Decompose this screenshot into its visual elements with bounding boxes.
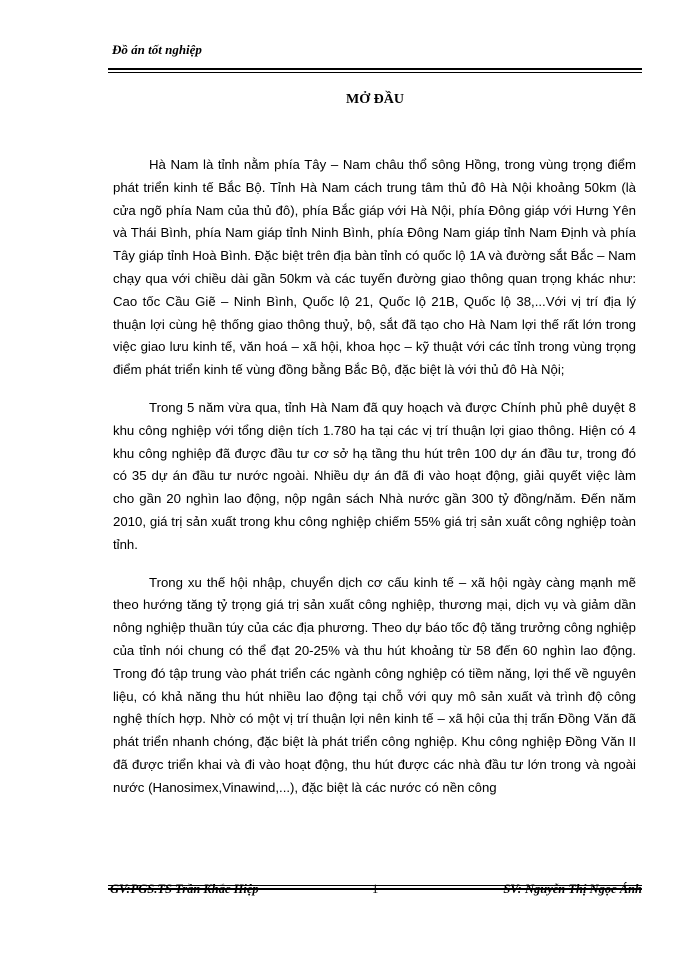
section-title: MỞ ĐẦU	[346, 92, 404, 107]
body-text	[113, 154, 636, 815]
paragraph-2: Trong 5 năm vừa qua, tỉnh Hà Nam đã quy hoạch và được Chính phủ phê duyệt 8 khu công nghiệp với tổng diện tích 1.780 ha tại các vị trí thuận lợi giao thông. Hiện có 4 khu công nghiệp đã được đầu tư cơ sở hạ tầng thu hút trên 100 dự án đầu tư, trong đó có 35 dự án đầu tư nước ngoài. Nhiều dự án đã đi vào hoạt động, giải quyết việc làm cho gần 20 nghìn lao động, nộp ngân sách Nhà nước gần 300 tỷ đồng/năm. Đến năm 2010, giá trị sản xuất trong khu công nghiệp chiếm 55% giá trị sản xuất công nghiệp toàn tỉnh.	[113, 399, 636, 552]
page-number: 1	[372, 882, 379, 896]
footer-student: SV: Nguyễn Thị Ngọc Ánh	[503, 882, 642, 896]
header-rule-thick	[108, 68, 642, 70]
paragraph-1: Hà Nam là tỉnh nằm phía Tây – Nam châu thổ sông Hồng, trong vùng trọng điểm phát triển kinh tế Bắc Bộ. Tỉnh Hà Nam cách trung tâm thủ đô Hà Nội khoảng 50km (là cửa ngõ phía Nam của thủ đô), phía Bắc giáp với Hà Nội, phía Đông giáp với Hưng Yên và Thái Bình, phía Nam giáp tỉnh Ninh Bình, phía Đông Nam giáp tỉnh Nam Định và phía Tây giáp tỉnh Hoà Bình. Đặc biệt trên địa bàn tỉnh có quốc lộ 1A và đường sắt Bắc – Nam chạy qua với chiều dài gần 50km và các tuyến đường giao thông quan trọng khác như: Cao tốc Cầu Giẽ – Ninh Bình, Quốc lộ 21, Quốc lộ 21B, Quốc lộ 38,...Với vị trí địa lý thuận lợi cùng hệ thống giao thông thuỷ, bộ, sắt đã tạo cho Hà Nam lợi thế rất lớn trong việc giao lưu kinh tế, văn hoá – xã hội, khoa học – kỹ thuật với các tỉnh trong vùng trọng điểm phát triển kinh tế vùng đồng bằng Bắc Bộ, đặc biệt là với thủ đô Hà Nội;	[113, 157, 636, 378]
running-header: Đồ án tốt nghiệp	[112, 42, 202, 57]
footer-instructor: GV:PGS.TS Trần Khắc Hiệp	[110, 882, 259, 896]
header-rule-thin	[108, 72, 642, 73]
paragraph-3: Trong xu thế hội nhập, chuyển dịch cơ cấu kinh tế – xã hội ngày càng mạnh mẽ theo hướng tăng tỷ trọng giá trị sản xuất công nghiệp, thương mại, dịch vụ và giảm dần nông nghiệp thuần túy của các địa phương. Theo dự báo tốc độ tăng trưởng công nghiệp của tỉnh nói chung có thể đạt 20-25% và thu hút khoảng từ 58 đến 60 nghìn lao động. Trong đó tập trung vào phát triển các ngành công nghiệp có tiềm năng, lợi thế về nguyên liệu, có khả năng thu hút nhiều lao động tại chỗ với quy mô sản xuất và trình độ công nghệ thích hợp. Nhờ có một vị trí thuận lợi nên kinh tế – xã hội của thị trấn Đồng Văn đã phát triển nhanh chóng, đặc biệt là phát triển công nghiệp. Khu công nghiệp Đồng Văn II đã được triển khai và đi vào hoạt động, thu hút được các nhà đầu tư lớn trong và ngoài nước (Hanosimex,Vinawind,...), đặc biệt là các nước có nền công	[113, 574, 636, 795]
